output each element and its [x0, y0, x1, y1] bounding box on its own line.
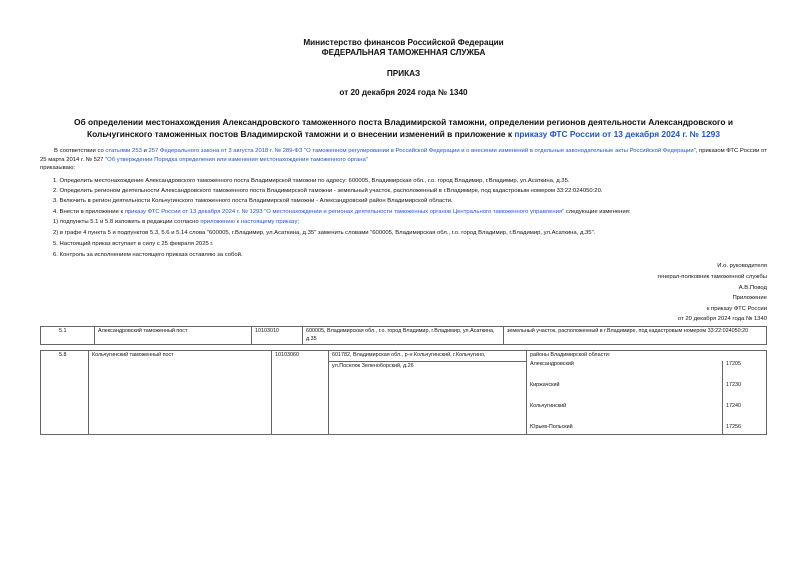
appendix-table-row-5-1: [40, 326, 767, 345]
signature-rank: генерал-полковник таможенной службы: [657, 274, 767, 280]
post-region: [527, 351, 767, 435]
subitem-2: 2) в графе 4 пункта 5 и подпунктов 5.3, 5.6 и 5.14 слова "600005, г.Владимир, ул.Асаткина, д.35" заменить словами "600005, Владимирская обл., г.о. город Владимир, г.Владимир, ул.Асаткина, д.35".: [53, 230, 596, 236]
list-item: [527, 424, 766, 434]
subitem-1: 1) подпункты 5.1 и 5.8 изложить в редакции согласно приложению к настоящему приказу;: [53, 219, 300, 225]
district-code: 17205: [723, 361, 767, 382]
district-name: Александровский: [530, 360, 574, 367]
region-header: районы Владимирской области:: [530, 352, 611, 358]
item-5: 5. Настоящий приказ вступает в силу с 25 февраля 2025 г.: [53, 241, 214, 247]
row-number: 5.1: [41, 327, 95, 345]
district-code: 17240: [723, 403, 767, 424]
post-code: 10103060: [272, 351, 329, 435]
list-item: [527, 403, 766, 424]
item-4: 4. Внести в приложение к приказу ФТС России от 13 декабря 2024 г. № 1293 "О местонахождении и регионах деятельности таможенных органов Центрального таможенного управления" следующие изменения:: [53, 209, 631, 215]
signature-name: А.В.Повод: [738, 285, 767, 291]
order-1293-link[interactable]: приказу ФТС России от 13 декабря 2024 г. № 1293 "О местонахождении и регионах деятельности таможенных органов Центрального таможенного управления": [124, 209, 565, 215]
appendix-date: от 20 декабря 2024 года № 1340: [677, 316, 767, 322]
post-name: Александровский таможенный пост: [95, 327, 252, 345]
document-title: Об определении местонахождения Александровского таможенного поста Владимирской таможни, определении регионов деятельности Александровского и Кольчугинского таможенных постов Владимирской таможни и о внесении изменений в приложение к приказу ФТС России от 13 декабря 2024 г. № 1293: [73, 117, 734, 139]
table-row: [41, 351, 767, 435]
ministry-name: Министерство финансов Российской Федерации: [303, 38, 504, 47]
item-1: 1. Определить местонахождение Александровского таможенного поста Владимирской таможни по адресу: 600005, Владимирская обл., г.о. город Владимир, г.Владимир, ул.Асаткина, д.35.: [53, 178, 570, 184]
district-name: Киржачский: [530, 381, 560, 388]
title-link[interactable]: приказу ФТС России от 13 декабря 2024 г. № 1293: [514, 129, 720, 139]
appendix-table-row-5-8: [40, 350, 767, 435]
document-type: ПРИКАЗ: [386, 69, 421, 78]
appendix-to: к приказу ФТС России: [706, 306, 767, 312]
post-name: Кольчугинский таможенный пост: [89, 351, 272, 435]
intro-paragraph: В соответствии со статьями 253 и 257 Федерального закона от 3 августа 2018 г. № 289-ФЗ "О таможенном регулировании в Российской Федерации и о внесении изменений в отдельные законодательные акты Российской Федерации", приказом ФТС России от 25 марта 2014 г. № 527 "Об утверждении Порядка определения или изменения местонахождения таможенного органа": [40, 148, 767, 163]
order-word: приказываю:: [40, 165, 76, 171]
district-name: Юрьев-Польский: [530, 423, 573, 430]
post-region: земельный участок, расположенный в г.Владимире, под кадастровым номером 33:22:024050:20: [504, 327, 767, 345]
table-row: [41, 327, 767, 345]
post-code: 10103010: [252, 327, 303, 345]
document-date-number: от 20 декабря 2024 года № 1340: [339, 88, 468, 97]
signature-role: И.о. руководителя: [717, 263, 767, 269]
item-6: 6. Контроль за исполнением настоящего приказа оставляю за собой.: [53, 252, 243, 258]
district-name: Кольчугинский: [530, 402, 567, 409]
list-item: [527, 382, 766, 403]
appendix-link[interactable]: приложению к настоящему приказу: [200, 219, 298, 225]
post-address: 600005, Владимирская обл., г.о. город Владимир, г.Владимир, ул.Асаткина, д.35: [303, 327, 504, 345]
law-link[interactable]: 257 Федерального закона от 3 августа 2018 г. № 289-ФЗ "О таможенном регулировании в Российской Федерации и о внесении изменений в отдельные законодательные акты Российской Федерации": [148, 148, 696, 154]
post-address: 601782, Владимирская обл., р-н Кольчугинский, г.Кольчугино, ул.Поселок Зеленоборский, д.26: [329, 351, 527, 435]
order-527-link[interactable]: "Об утверждении Порядка определения или изменения местонахождения таможенного органа": [105, 156, 368, 163]
service-name: ФЕДЕРАЛЬНАЯ ТАМОЖЕННАЯ СЛУЖБА: [321, 48, 486, 57]
list-item: [527, 361, 766, 382]
item-2: 2. Определить регионом деятельности Александровского таможенного поста Владимирской таможни - земельный участок, расположенный в г.Владимире, под кадастровым номером 33:22:024050:20.: [53, 188, 603, 194]
item-3: 3. Включить в регион деятельности Кольчугинского таможенного поста Владимирской таможни - Александровский район Владимирской области.: [53, 198, 453, 204]
law-article-link[interactable]: статьями 253: [105, 148, 142, 154]
districts-list: [527, 361, 766, 434]
district-code: 17230: [723, 382, 767, 403]
district-code: 17256: [723, 424, 767, 434]
appendix-label: Приложение: [732, 295, 767, 301]
row-number: 5.8: [41, 351, 89, 435]
